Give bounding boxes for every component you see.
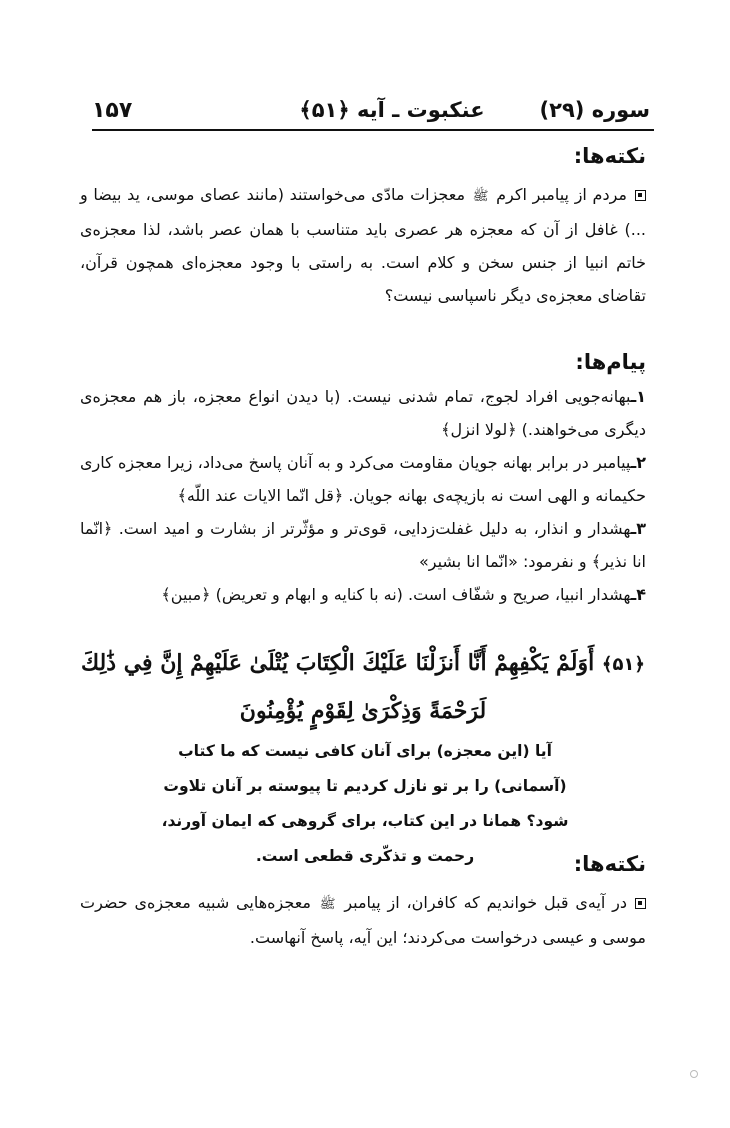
- notes-2-text-before: در آیه‌ی قبل خواندیم که کافران، از پیامبر: [344, 893, 628, 912]
- notes-heading-1: نکته‌ها:: [573, 144, 646, 168]
- verse-line-2: لَرَحْمَةً وَذِكْرَىٰ لِقَوْمٍ يُؤْمِنُونَ: [239, 698, 487, 724]
- salawat-icon: ﷺ: [319, 897, 336, 912]
- page-header: [92, 98, 650, 128]
- notes-paragraph-1: [80, 178, 646, 312]
- message-text: پیامبر در برابر بهانه جویان مقاومت می‌کرد و به آنان پاسخ می‌داد، زیرا معجزه کاری حکیمانه و الهی است نه بازیچه‌ی بهانه جویان. ﴿قل انّما الایات عند اللّه﴾: [80, 453, 646, 505]
- quran-verse: [80, 640, 646, 734]
- notes-section-1: [86, 144, 646, 168]
- salawat-icon: ﷺ: [472, 189, 489, 204]
- message-number: ۱ـ: [630, 387, 646, 406]
- message-number: ۳ـ: [630, 519, 646, 538]
- square-bullet-icon: [635, 190, 646, 201]
- notes-heading-2: نکته‌ها:: [573, 852, 646, 876]
- header-sura: سوره (۲۹): [539, 98, 650, 122]
- message-item: [80, 512, 646, 578]
- notes-section-2: [86, 852, 646, 876]
- square-bullet-icon: [635, 898, 646, 909]
- notes-2-text-after: معجزه‌هایی شبیه معجزه‌ی حضرت موسی و عیسی درخواست می‌کردند؛ این آیه، پاسخ آنهاست.: [80, 893, 646, 947]
- messages-heading: پیام‌ها:: [575, 350, 646, 374]
- verse-translation: آیا (این معجزه) برای آنان کافی نیست که ما کتاب (آسمانی) را بر تو نازل کردیم تا پیوسته بر آنان تلاوت شود؟ همانا در این کتاب، برای گروهی که ایمان آورند، رحمت و تذکّری قطعی است.: [161, 742, 569, 865]
- header-rule: [92, 129, 654, 131]
- message-number: ۲ـ: [630, 453, 646, 472]
- verse-number: ﴿۵۱﴾: [601, 654, 645, 675]
- messages-section: [86, 350, 646, 374]
- notes-paragraph-2: [80, 886, 646, 954]
- message-item: [80, 380, 646, 446]
- message-item: [80, 446, 646, 512]
- notes-1-text-before: مردم از پیامبر اکرم: [496, 185, 627, 204]
- page-number: ۱۵۷: [92, 98, 133, 123]
- messages-list: [80, 380, 646, 611]
- notes-1-text-after: معجزات مادّی می‌خواستند (مانند عصای موسی، ید بیضا و ...) غافل از آن که معجزه هر عصری باید متناسب با همان عصر باشد، لذا معجزه‌ی خاتم انبیا از جنس سخن و کلام است. به راستی با وجود معجزه‌ای همچون قرآن، تقاضای معجزه‌ی دیگر ناسپاسی نیست؟: [80, 185, 646, 305]
- verse-line-1: [80, 640, 646, 688]
- message-text: هشدار انبیا، صریح و شفّاف است. (نه با کنایه و ابهام و تعریض) ﴿مبین﴾: [161, 585, 631, 604]
- verse-line-1-text: أَوَلَمْ يَكْفِهِمْ أَنَّا أَنزَلْنَا عَلَيْكَ الْكِتَابَ يُتْلَىٰ عَلَيْهِمْ إِنَّ فِي ذَٰلِكَ: [81, 650, 595, 676]
- message-item: [80, 578, 646, 611]
- message-text: بهانه‌جویی افراد لجوج، تمام شدنی نیست. (با دیدن انواع معجزه، باز هم معجزه‌ی دیگری می‌خواهند.) ﴿لولا انزل﴾: [80, 387, 646, 439]
- page-mark: [690, 1070, 698, 1078]
- header-title: عنکبوت ـ آیه ﴿۵۱﴾: [299, 98, 485, 122]
- message-text: هشدار و انذار، به دلیل غفلت‌زدایی، قوی‌تر و مؤثّرتر از بشارت و امید است. ﴿انّما انا نذیر﴾ و نفرمود: «انّما انا بشیر»: [80, 519, 646, 571]
- message-number: ۴ـ: [630, 585, 646, 604]
